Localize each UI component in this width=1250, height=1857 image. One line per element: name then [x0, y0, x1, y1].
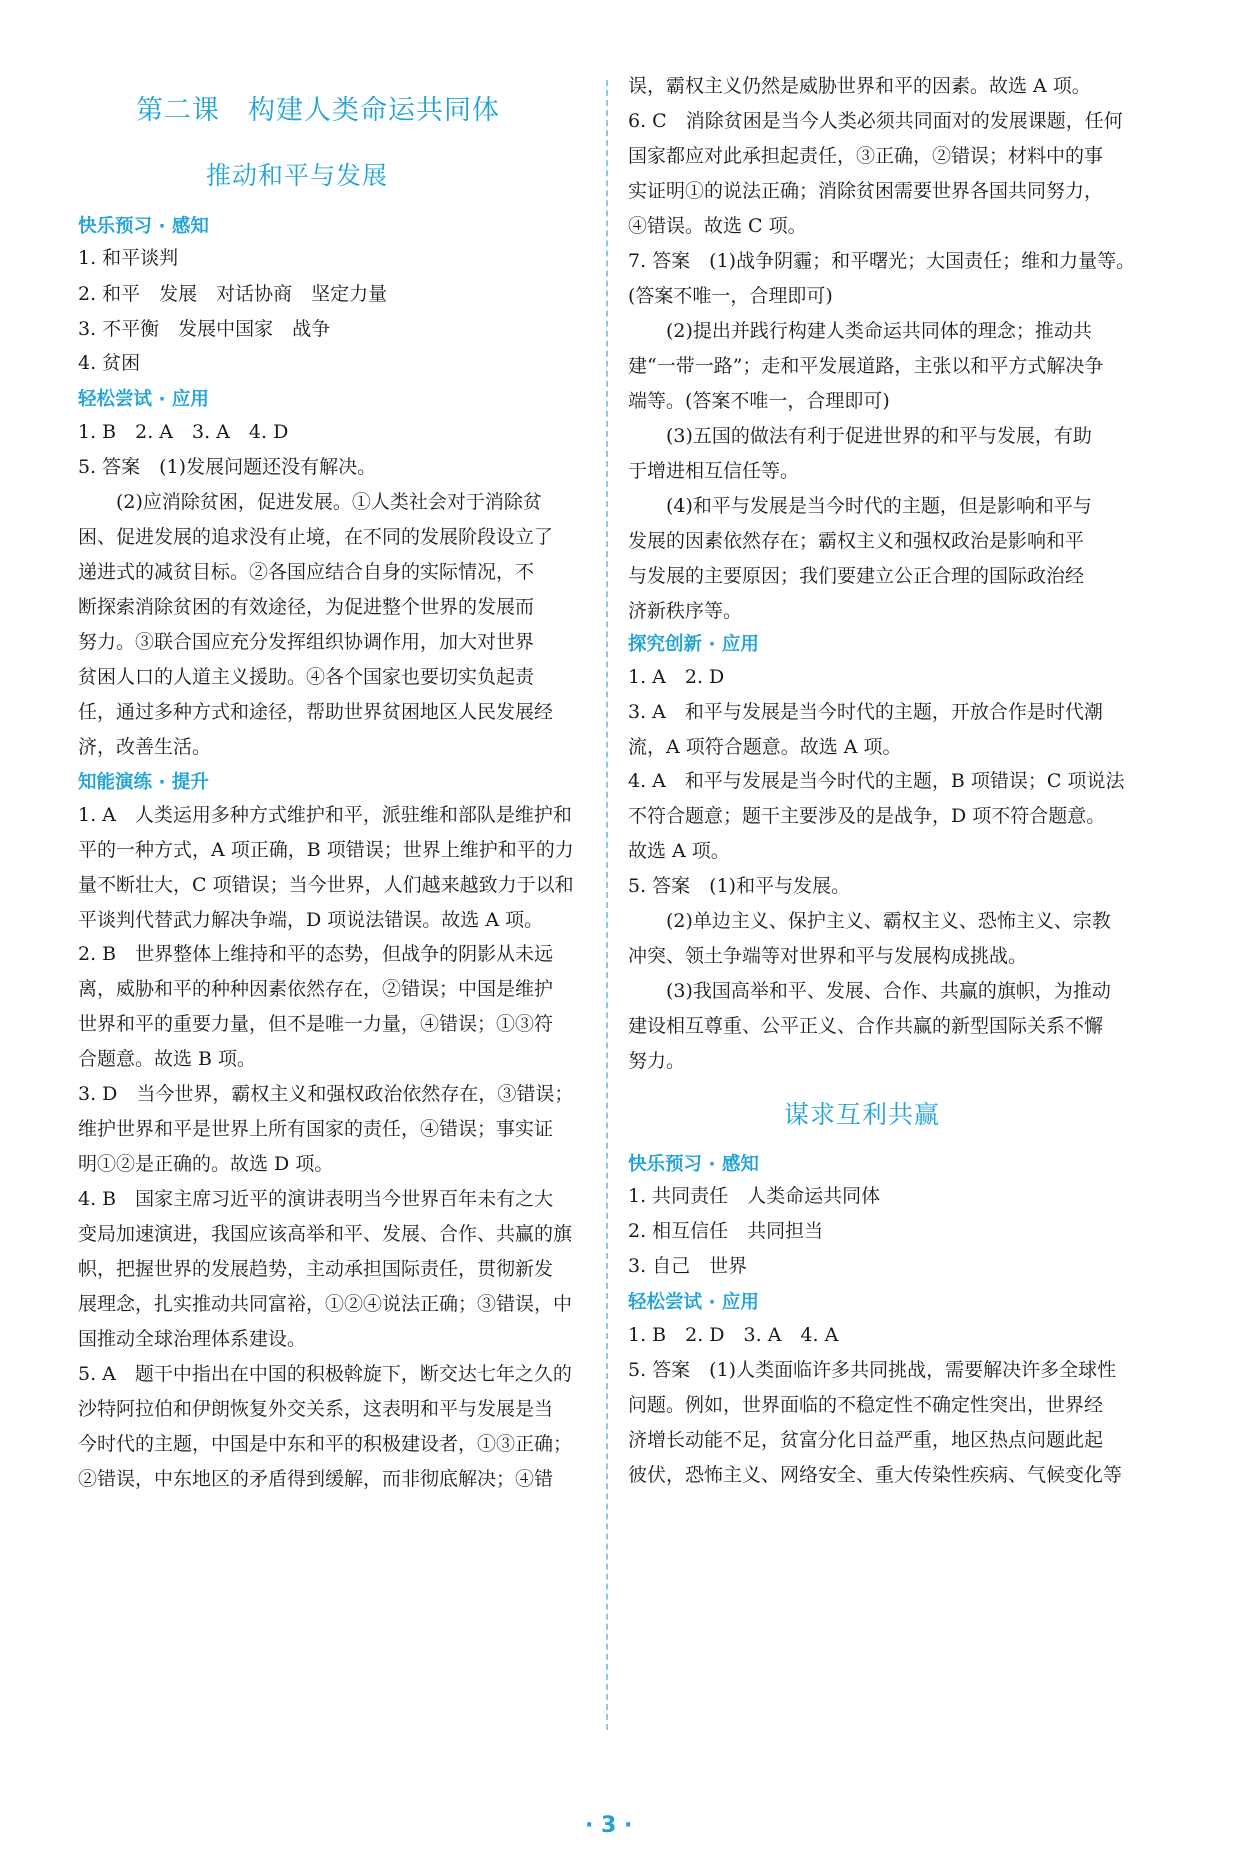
- answer-line: 任，通过多种方式和途径，帮助世界贫困地区人民发展经: [78, 701, 554, 723]
- answer-line: 2. 和平 发展 对话协商 坚定力量: [78, 283, 388, 305]
- answer-line: 1. 和平谈判: [78, 247, 179, 269]
- answer-line: 努力。: [628, 1050, 686, 1072]
- answer-line: 与发展的主要原因；我们要建立公正合理的国际政治经: [628, 565, 1085, 587]
- answer-line: (2)应消除贫困，促进发展。①人类社会对于消除贫: [116, 491, 542, 513]
- answer-line: 国家都应对此承担起责任，③正确，②错误；材料中的事: [628, 145, 1104, 167]
- answer-line: 世界和平的重要力量，但不是唯一力量，④错误；①③符: [78, 1013, 554, 1035]
- answer-line: 彼伏，恐怖主义、网络安全、重大传染性疾病、气候变化等: [628, 1464, 1123, 1486]
- answer-line: 今时代的主题，中国是中东和平的积极建设者，①③正确；: [78, 1433, 573, 1455]
- answer-line: (2)提出并践行构建人类命运共同体的理念；推动共: [666, 320, 1092, 342]
- answer-line: (3)我国高举和平、发展、合作、共赢的旗帜，为推动: [666, 980, 1111, 1002]
- answer-line: 不符合题意；题干主要涉及的是战争，D 项不符合题意。: [628, 805, 1106, 827]
- answer-line: 困、促进发展的追求没有止境，在不同的发展阶段设立了: [78, 526, 554, 548]
- answer-line: 量不断壮大，C 项错误；当今世界，人们越来越致力于以和: [78, 874, 574, 896]
- answer-line: 5. A 题干中指出在中国的积极斡旋下，断交达七年之久的: [78, 1363, 572, 1385]
- answer-line: 平谈判代替武力解决争端，D 项说法错误。故选 A 项。: [78, 909, 544, 931]
- section-header: 轻松尝试 · 应用: [628, 1292, 759, 1313]
- section-header: 轻松尝试 · 应用: [78, 389, 209, 410]
- answer-line: 合题意。故选 B 项。: [78, 1048, 257, 1070]
- answer-line: 4. A 和平与发展是当今时代的主题，B 项错误；C 项说法: [628, 770, 1125, 792]
- answer-line: 6. C 消除贫困是当今人类必须共同面对的发展课题，任何: [628, 110, 1123, 132]
- answer-line: 3. 自己 世界: [628, 1255, 748, 1277]
- answer-line: (3)五国的做法有利于促进世界的和平与发展，有助: [666, 425, 1092, 447]
- answer-line: 误，霸权主义仍然是威胁世界和平的因素。故选 A 项。: [628, 75, 1091, 97]
- answer-line: 济，改善生活。: [78, 736, 212, 758]
- column-divider: [606, 80, 608, 1730]
- answer-line: 1. A 2. D: [628, 666, 725, 688]
- answer-line: 3. A 和平与发展是当今时代的主题，开放合作是时代潮: [628, 701, 1103, 723]
- answer-line: 3. D 当今世界，霸权主义和强权政治依然存在，③错误；: [78, 1083, 574, 1105]
- answer-line: ②错误，中东地区的矛盾得到缓解，而非彻底解决；④错: [78, 1468, 554, 1490]
- answer-line: 4. 贫困: [78, 352, 141, 374]
- answer-line: 冲突、领土争端等对世界和平与发展构成挑战。: [628, 945, 1028, 967]
- answer-line: 3. 不平衡 发展中国家 战争: [78, 318, 331, 340]
- answer-line: 建“一带一路”；走和平发展道路，主张以和平方式解决争: [628, 355, 1104, 377]
- answer-line: 5. 答案 (1)人类面临许多共同挑战，需要解决许多全球性: [628, 1359, 1117, 1381]
- answer-line: 帜，把握世界的发展趋势，主动承担国际责任，贯彻新发: [78, 1258, 554, 1280]
- answer-line: 国推动全球治理体系建设。: [78, 1328, 307, 1350]
- section-header: 快乐预习 · 感知: [78, 216, 209, 237]
- answer-line: 展理念，扎实推动共同富裕，①②④说法正确；③错误，中: [78, 1293, 573, 1315]
- answer-line: 7. 答案 (1)战争阴霾；和平曙光；大国责任；维和力量等。: [628, 250, 1136, 272]
- answer-line: 努力。③联合国应充分发挥组织协调作用，加大对世界: [78, 631, 535, 653]
- page-number: · 3 ·: [585, 1813, 633, 1838]
- answer-line: 明①②是正确的。故选 D 项。: [78, 1153, 334, 1175]
- answer-line: 递进式的减贫目标。②各国应结合自身的实际情况，不: [78, 561, 535, 583]
- answer-line: 1. 共同责任 人类命运共同体: [628, 1185, 881, 1207]
- answer-line: 问题。例如，世界面临的不稳定性不确定性突出，世界经: [628, 1394, 1104, 1416]
- answer-line: 离，威胁和平的种种因素依然存在，②错误；中国是维护: [78, 978, 554, 1000]
- answer-line: 1. A 人类运用多种方式维护和平，派驻维和部队是维护和: [78, 804, 572, 826]
- answer-line: (2)单边主义、保护主义、霸权主义、恐怖主义、宗教: [666, 910, 1111, 932]
- answer-line: 端等。(答案不唯一，合理即可): [628, 390, 890, 412]
- answer-line: (4)和平与发展是当今时代的主题，但是影响和平与: [666, 495, 1092, 517]
- section-title: 谋求互利共赢: [784, 1100, 941, 1129]
- answer-line: 平的一种方式，A 项正确，B 项错误；世界上维护和平的力: [78, 839, 574, 861]
- answer-line: 沙特阿拉伯和伊朗恢复外交关系，这表明和平与发展是当: [78, 1398, 554, 1420]
- answer-line: 故选 A 项。: [628, 840, 730, 862]
- answer-line: 5. 答案 (1)发展问题还没有解决。: [78, 456, 377, 478]
- lesson-title: 第二课 构建人类命运共同体: [136, 95, 500, 126]
- answer-line: 实证明①的说法正确；消除贫困需要世界各国共同努力，: [628, 180, 1104, 202]
- answer-line: (答案不唯一，合理即可): [628, 285, 833, 307]
- answer-line: 建设相互尊重、公平正义、合作共赢的新型国际关系不懈: [628, 1015, 1104, 1037]
- answer-line: 2. 相互信任 共同担当: [628, 1220, 824, 1242]
- section-title: 推动和平与发展: [206, 161, 389, 190]
- section-header: 探究创新 · 应用: [628, 634, 759, 655]
- answer-line: 流，A 项符合题意。故选 A 项。: [628, 736, 902, 758]
- answer-line: 变局加速演进，我国应该高举和平、发展、合作、共赢的旗: [78, 1223, 573, 1245]
- answer-line: 5. 答案 (1)和平与发展。: [628, 875, 851, 897]
- answer-line: 贫困人口的人道主义援助。④各个国家也要切实负起责: [78, 666, 535, 688]
- answer-line: 2. B 世界整体上维持和平的态势，但战争的阴影从未远: [78, 943, 554, 965]
- answer-line: 1. B 2. A 3. A 4. D: [78, 421, 289, 443]
- answer-line: 1. B 2. D 3. A 4. A: [628, 1324, 839, 1346]
- answer-line: 于增进相互信任等。: [628, 460, 800, 482]
- answer-line: 断探索消除贫困的有效途径，为促进整个世界的发展而: [78, 596, 535, 618]
- section-header: 快乐预习 · 感知: [628, 1154, 759, 1175]
- answer-line: 维护世界和平是世界上所有国家的责任，④错误；事实证: [78, 1118, 554, 1140]
- section-header: 知能演练 · 提升: [78, 772, 209, 793]
- answer-line: 4. B 国家主席习近平的演讲表明当今世界百年未有之大: [78, 1188, 554, 1210]
- answer-line: 济增长动能不足，贫富分化日益严重，地区热点问题此起: [628, 1429, 1104, 1451]
- answer-line: ④错误。故选 C 项。: [628, 215, 807, 237]
- answer-line: 发展的因素依然存在；霸权主义和强权政治是影响和平: [628, 530, 1085, 552]
- answer-line: 济新秩序等。: [628, 600, 743, 622]
